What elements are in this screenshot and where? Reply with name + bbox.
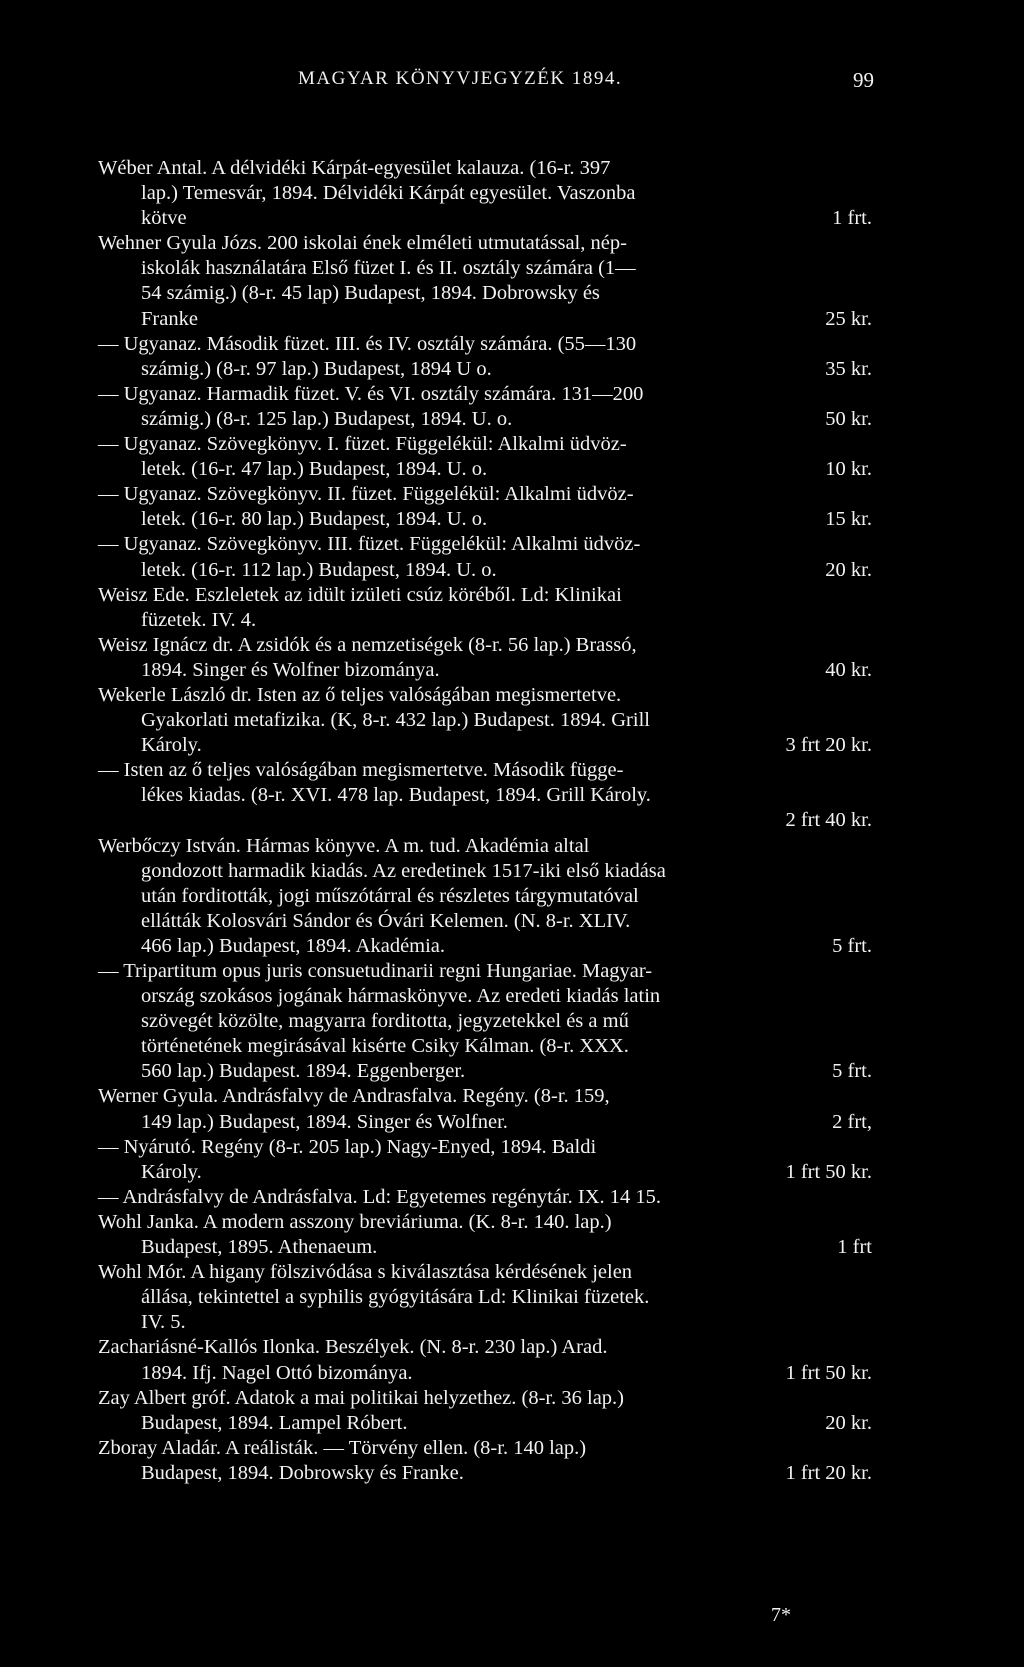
line-price: 20 kr. [825, 1411, 872, 1434]
catalog-line [98, 1411, 872, 1436]
catalog-line [98, 1110, 872, 1135]
catalog-line [98, 783, 872, 808]
line-text: — Ugyanaz. Szövegkönyv. I. füzet. Függelékül: Alkalmi üdvöz- [98, 433, 627, 456]
line-price: 10 kr. [825, 458, 872, 481]
line-text: Gyakorlati metafizika. (K, 8-r. 432 lap.) Budapest. 1894. Grill [141, 709, 650, 732]
catalog-line [98, 808, 872, 833]
catalog-line [98, 658, 872, 683]
catalog-line [98, 633, 872, 658]
catalog-line [98, 859, 872, 884]
line-price: 35 kr. [825, 357, 872, 380]
line-text: 1894. Ifj. Nagel Ottó bizománya. [141, 1361, 413, 1384]
line-text: szövegét közölte, magyarra forditotta, jegyzetekkel és a mű [141, 1010, 629, 1033]
line-text: ellátták Kolosvári Sándor és Óvári Kelemen. (N. 8-r. XLIV. [141, 909, 631, 932]
line-text: letek. (16-r. 47 lap.) Budapest, 1894. U. o. [141, 458, 488, 481]
line-text: Wohl Janka. A modern asszony breviáriuma. (K. 8-r. 140. lap.) [98, 1210, 612, 1233]
catalog-line [98, 1160, 872, 1185]
line-text: — Andrásfalvy de Andrásfalva. Ld: Egyetemes regénytár. IX. 14 15. [98, 1185, 662, 1208]
line-text: — Tripartitum opus juris consuetudinarii regni Hungariae. Magyar- [98, 960, 653, 982]
line-text: letek. (16-r. 112 lap.) Budapest, 1894. U. o. [141, 558, 497, 581]
line-text: lékes kiadas. (8-r. XVI. 478 lap. Budapest, 1894. Grill Károly. [141, 784, 651, 807]
line-text: gondozott harmadik kiadás. Az eredetinek 1517-iki első kiadása [141, 859, 666, 882]
catalog-line [98, 407, 872, 432]
catalog-line [98, 984, 872, 1009]
catalog-entries [98, 156, 872, 1486]
catalog-line [98, 1461, 872, 1486]
printer-signature: 7* [771, 1604, 791, 1626]
line-text: 149 lap.) Budapest, 1894. Singer és Wolfner. [141, 1110, 508, 1133]
line-price: 1 frt. [832, 207, 872, 230]
catalog-line [98, 758, 872, 783]
line-text: — Ugyanaz. Szövegkönyv. II. füzet. Függelékül: Alkalmi üdvöz- [98, 483, 634, 506]
line-price: 1 frt 50 kr. [785, 1361, 872, 1384]
line-text: füzetek. IV. 4. [141, 608, 257, 631]
catalog-line [98, 256, 872, 281]
catalog-line [98, 156, 872, 181]
line-price: 15 kr. [825, 508, 872, 531]
line-price: 5 frt. [832, 934, 872, 957]
line-text: Zachariásné-Kallós Ilonka. Beszélyek. (N. 8-r. 230 lap.) Arad. [98, 1336, 608, 1359]
catalog-line [98, 583, 872, 608]
line-text: Budapest, 1895. Athenaeum. [141, 1236, 378, 1259]
catalog-line [98, 1009, 872, 1034]
line-text: letek. (16-r. 80 lap.) Budapest, 1894. U. o. [141, 508, 488, 531]
catalog-line [98, 708, 872, 733]
catalog-line [98, 683, 872, 708]
catalog-line [98, 1386, 872, 1411]
line-text: lap.) Temesvár, 1894. Délvidéki Kárpát egyesület. Vaszonba [141, 182, 636, 205]
catalog-line [98, 432, 872, 457]
catalog-line [98, 1361, 872, 1386]
catalog-line [98, 507, 872, 532]
line-text: számig.) (8-r. 97 lap.) Budapest, 1894 U o. [141, 357, 492, 380]
catalog-line [98, 1260, 872, 1285]
line-price: 20 kr. [825, 558, 872, 581]
line-text: Wéber Antal. A délvidéki Kárpát-egyesület kalauza. (16-r. 397 [98, 157, 611, 179]
line-price: 5 frt. [832, 1060, 872, 1083]
catalog-line [98, 884, 872, 909]
page-header [0, 68, 1024, 96]
line-text: — Isten az ő teljes valóságában megismertetve. Második függe- [98, 759, 624, 782]
catalog-line [98, 834, 872, 859]
line-text: — Ugyanaz. Második füzet. III. és IV. osztály számára. (55—130 [98, 332, 637, 355]
catalog-line [98, 181, 872, 206]
line-price: 50 kr. [825, 407, 872, 430]
line-text: számig.) (8-r. 125 lap.) Budapest, 1894. U. o. [141, 407, 513, 430]
catalog-line [98, 307, 872, 332]
catalog-line [98, 1310, 872, 1335]
catalog-line [98, 206, 872, 231]
line-text: Károly. [141, 734, 202, 757]
catalog-line [98, 231, 872, 256]
catalog-line [98, 457, 872, 482]
catalog-line [98, 1034, 872, 1059]
catalog-line [98, 558, 872, 583]
catalog-line [98, 382, 872, 407]
line-text: Wehner Gyula Józs. 200 iskolai ének elméleti utmutatással, nép- [98, 232, 627, 255]
catalog-line [98, 1235, 872, 1260]
page-number: 99 [853, 68, 874, 92]
line-text: Zay Albert gróf. Adatok a mai politikai helyzethez. (8-r. 36 lap.) [98, 1386, 625, 1409]
line-price: 2 frt 40 kr. [785, 809, 872, 832]
line-price: 1 frt 20 kr. [785, 1461, 872, 1484]
catalog-line [98, 1335, 872, 1360]
line-text: Budapest, 1894. Lampel Róbert. [141, 1411, 408, 1434]
catalog-line [98, 1210, 872, 1235]
catalog-line [98, 332, 872, 357]
line-text: 1894. Singer és Wolfner bizománya. [141, 658, 440, 681]
line-price: 1 frt 50 kr. [785, 1160, 872, 1183]
line-text: Zboray Aladár. A reálisták. — Törvény ellen. (8-r. 140 lap.) [98, 1436, 587, 1459]
catalog-line [98, 1436, 872, 1461]
line-text: — Ugyanaz. Harmadik füzet. V. és VI. osztály számára. 131—200 [98, 382, 644, 405]
line-text: ország szokásos jogának hármaskönyve. Az eredeti kiadás latin [141, 985, 661, 1008]
line-text: kötve [141, 207, 187, 230]
catalog-line [98, 1059, 872, 1084]
line-text: 54 számig.) (8-r. 45 lap) Budapest, 1894. Dobrowsky és [141, 282, 600, 305]
catalog-line [98, 733, 872, 758]
line-price: 40 kr. [825, 658, 872, 681]
line-text: Wohl Mór. A higany fölszivódása s kiválasztása kérdésének jelen [98, 1261, 633, 1284]
line-price: 1 frt [837, 1236, 872, 1259]
line-text: iskolák használatára Első füzet I. és II. osztály számára (1— [141, 257, 636, 280]
line-text: történetének megirásával kisérte Csiky Kálman. (8-r. XXX. [141, 1035, 629, 1058]
line-text: Weisz Ede. Eszleletek az idült izületi csúz köréből. Ld: Klinikai [98, 583, 622, 606]
line-text: 560 lap.) Budapest. 1894. Eggenberger. [141, 1060, 466, 1083]
line-text: után forditották, jogi műszótárral és részletes tárgymutatóval [141, 884, 639, 907]
line-text: Wekerle László dr. Isten az ő teljes valóságában megismertetve. [98, 683, 622, 706]
line-text: — Ugyanaz. Szövegkönyv. III. füzet. Függelékül: Alkalmi üdvöz- [98, 533, 641, 556]
line-text: Franke [141, 307, 198, 330]
line-text: Werner Gyula. Andrásfalvy de Andrasfalva. Regény. (8-r. 159, [98, 1085, 610, 1108]
catalog-line [98, 934, 872, 959]
catalog-line [98, 357, 872, 382]
catalog-line [98, 1135, 872, 1160]
line-text: Budapest, 1894. Dobrowsky és Franke. [141, 1461, 464, 1484]
catalog-line [98, 281, 872, 306]
catalog-line [98, 1185, 872, 1210]
catalog-line [98, 532, 872, 557]
catalog-line [98, 608, 872, 633]
line-text: 466 lap.) Budapest, 1894. Akadémia. [141, 934, 446, 957]
catalog-line [98, 909, 872, 934]
catalog-line [98, 482, 872, 507]
line-text: IV. 5. [141, 1311, 186, 1334]
line-price: 3 frt 20 kr. [785, 734, 872, 757]
catalog-line [98, 1285, 872, 1310]
line-text: állása, tekintettel a syphilis gyógyitására Ld: Klinikai füzetek. [141, 1286, 650, 1309]
line-text: Károly. [141, 1160, 202, 1183]
line-price: 2 frt, [832, 1110, 872, 1133]
line-text: Werbőczy István. Hármas könyve. A m. tud. Akadémia altal [98, 834, 590, 857]
line-price: 25 kr. [825, 307, 872, 330]
line-text: — Nyárutó. Regény (8-r. 205 lap.) Nagy-Enyed, 1894. Baldi [98, 1135, 597, 1158]
running-title: MAGYAR KÖNYVJEGYZÉK 1894. [298, 68, 623, 89]
catalog-line [98, 1084, 872, 1109]
line-text: Weisz Ignácz dr. A zsidók és a nemzetiségek (8-r. 56 lap.) Brassó, [98, 633, 637, 656]
catalog-line [98, 959, 872, 984]
